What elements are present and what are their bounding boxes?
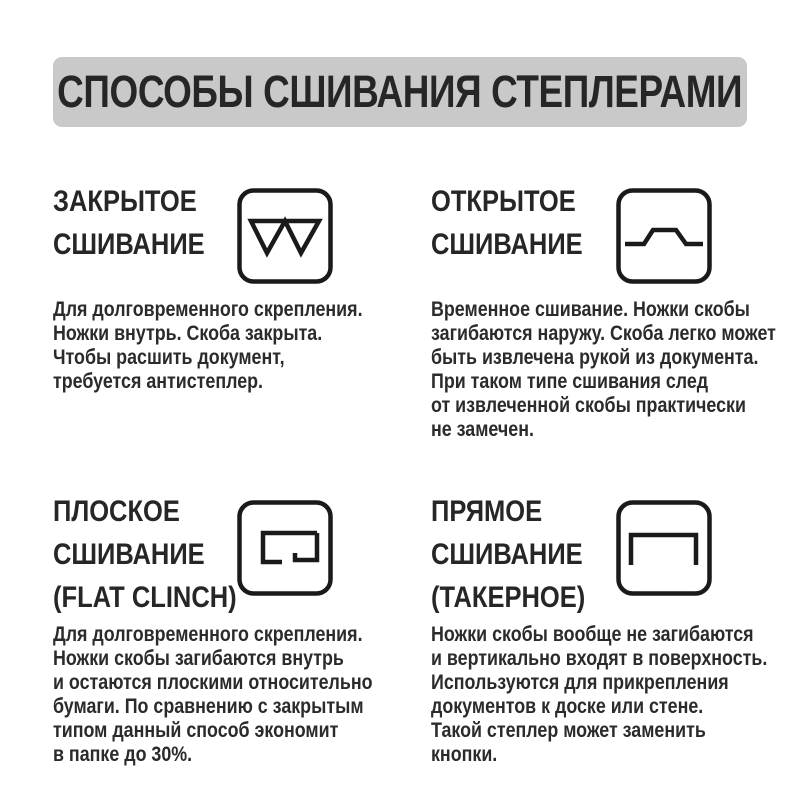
description-line: от извлеченной скобы практически bbox=[431, 394, 746, 417]
description-line: Ножки скобы загибаются внутрь bbox=[53, 647, 344, 670]
section-title-line: ЗАКРЫТОЕ bbox=[53, 185, 197, 218]
flat-clinch-staple-icon bbox=[237, 500, 333, 596]
description-line: требуется антистеплер. bbox=[53, 370, 264, 393]
description-line: быть извлечена рукой из документа. bbox=[431, 346, 759, 369]
section-title bbox=[53, 490, 237, 619]
page-title: СПОСОБЫ СШИВАНИЯ СТЕПЛЕРАМИ bbox=[57, 66, 743, 117]
section-title-line: ОТКРЫТОЕ bbox=[431, 185, 576, 218]
description-line: не замечен. bbox=[431, 418, 534, 441]
section-title bbox=[431, 490, 585, 619]
description-line: бумаги. По сравнению с закрытым bbox=[53, 695, 364, 718]
closed-staple-icon bbox=[237, 188, 333, 284]
description-line: Для долговременного скрепления. bbox=[53, 298, 363, 321]
description-line: и остаются плоскими относительно bbox=[53, 671, 373, 694]
open-staple-icon bbox=[616, 188, 712, 284]
section-title-line: СШИВАНИЕ bbox=[431, 538, 583, 571]
straight-staple-icon bbox=[616, 500, 712, 596]
description-line: и вертикально входят в поверхность. bbox=[431, 647, 768, 670]
description-line: Чтобы расшить документ, bbox=[53, 346, 285, 369]
section-title-line: СШИВАНИЕ bbox=[431, 228, 583, 261]
description-line: кнопки. bbox=[431, 743, 498, 766]
description-line: Ножки внутрь. Скоба закрыта. bbox=[53, 322, 323, 345]
description-line: загибаются наружу. Скоба легко может bbox=[431, 322, 776, 345]
description-line: документов к доске или стене. bbox=[431, 695, 704, 718]
description-line: в папке до 30%. bbox=[53, 743, 193, 766]
section-description bbox=[53, 298, 363, 394]
page-title-banner bbox=[53, 57, 747, 127]
description-line: Такой степлер может заменить bbox=[431, 719, 706, 742]
section-title bbox=[431, 180, 583, 266]
description-line: типом данный способ экономит bbox=[53, 719, 339, 742]
section-title-line: (FLAT CLINCH) bbox=[53, 581, 237, 614]
section-title-line: СШИВАНИЕ bbox=[53, 228, 205, 261]
section-title-line: (ТАКЕРНОЕ) bbox=[431, 581, 586, 614]
description-line: Используются для прикрепления bbox=[431, 671, 729, 694]
section-description bbox=[431, 298, 776, 442]
section-title-line: ПРЯМОЕ bbox=[431, 495, 543, 528]
section-title bbox=[53, 180, 205, 266]
section-title-line: СШИВАНИЕ bbox=[53, 538, 205, 571]
description-line: Для долговременного скрепления. bbox=[53, 623, 363, 646]
section-description bbox=[53, 623, 373, 767]
section-title-line: ПЛОСКОЕ bbox=[53, 495, 180, 528]
description-line: Ножки скобы вообще не загибаются bbox=[431, 623, 754, 646]
description-line: При таком типе сшивания след bbox=[431, 370, 709, 393]
section-description bbox=[431, 623, 767, 767]
description-line: Временное сшивание. Ножки скобы bbox=[431, 298, 750, 321]
